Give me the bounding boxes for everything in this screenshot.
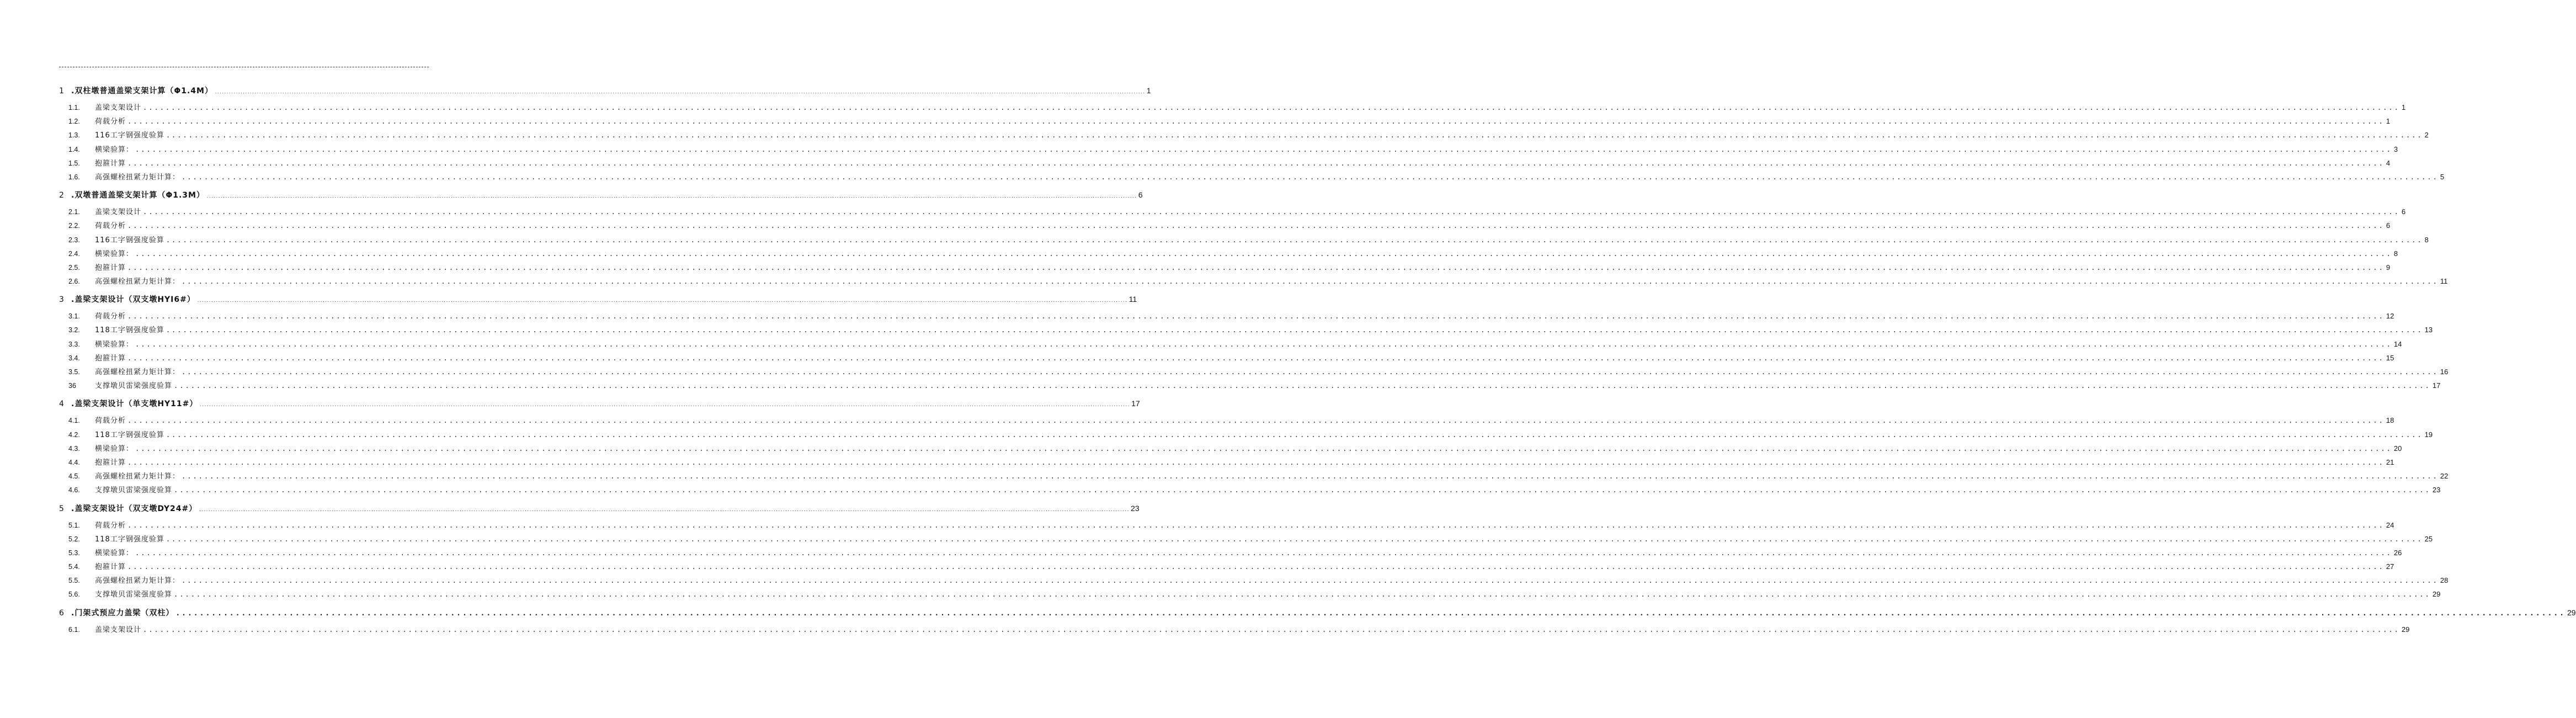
toc-section-entry[interactable]	[59, 519, 2394, 533]
toc-section-entry[interactable]	[59, 624, 2410, 637]
toc-dot-leader: ................................................................................................................................................................................................................................................................................................................................................................................................................	[166, 131, 2423, 140]
toc-page-number: 8	[2424, 235, 2429, 244]
toc-entry-title: 高强螺栓扭紧力矩计算：	[95, 577, 180, 586]
toc-entry-title: 116工字钢强度验算	[95, 236, 164, 244]
toc-entry-number: 2.2.	[68, 222, 80, 230]
toc-entry-title: 支撑墩贝雷梁强度验算	[95, 591, 173, 599]
toc-page-number: 5	[2440, 172, 2445, 181]
toc-chapter-entry[interactable]	[59, 398, 1140, 411]
toc-section-entry[interactable]	[59, 324, 2433, 338]
toc-entry-number: 1.1.	[68, 104, 80, 111]
toc-page-number: 14	[2393, 339, 2402, 348]
toc-entry-number: 5.4.	[68, 563, 80, 571]
toc-dot-leader: ................................................................................................................................................................................................................................................................................................................................................................................................................	[166, 326, 2423, 334]
toc-page-number: 25	[2424, 534, 2433, 543]
toc-dot-leader: ................................................................................................................................................................................................................................................................................................................................................................................................................	[199, 403, 1130, 408]
toc-section-entry[interactable]	[59, 220, 2391, 233]
toc-entry-title: 荷载分析	[95, 312, 126, 321]
toc-page-number: 1	[2401, 103, 2406, 111]
toc-entry-title: 荷载分析	[95, 222, 126, 231]
toc-entry-number: 4.1.	[68, 417, 80, 425]
toc-entry-number: 3.2.	[68, 326, 80, 334]
toc-page-number: 4	[2386, 158, 2391, 167]
toc-entry-title: 116工字钢强度验算	[95, 131, 164, 140]
toc-dot-leader: ................................................................................................................................................................................................................................................................................................................................................................................................................	[127, 118, 2385, 126]
toc-entry-title: 荷载分析	[95, 118, 126, 126]
toc-entry-number: 5	[59, 504, 64, 513]
toc-section-entry[interactable]	[59, 275, 2448, 289]
toc-entry-title: 118工字钢强度验算	[95, 535, 164, 544]
toc-page-number: 19	[2424, 430, 2433, 439]
toc-page-number: 20	[2393, 444, 2402, 453]
toc-section-entry[interactable]	[59, 102, 2406, 115]
toc-page-number: 18	[2386, 416, 2394, 425]
toc-chapter-entry[interactable]	[59, 85, 1151, 98]
toc-entry-title: 荷载分析	[95, 521, 126, 530]
toc-entry-title: 盖梁支架设计	[95, 104, 142, 112]
toc-dot-leader: ................................................................................................................................................................................................................................................................................................................................................................................................................	[127, 354, 2385, 362]
toc-page-number: 3	[2393, 145, 2398, 153]
toc-dot-leader: ................................................................................................................................................................................................................................................................................................................................................................................................................	[143, 104, 2400, 111]
toc-entry-title: 高强螺栓扭紧力矩计算：	[95, 278, 180, 286]
toc-page-number: 29	[2567, 608, 2576, 617]
toc-dot-leader: ................................................................................................................................................................................................................................................................................................................................................................................................................	[175, 609, 2566, 618]
toc-section-entry[interactable]	[59, 234, 2429, 248]
toc-entry-number: 3.3.	[68, 340, 80, 348]
toc-page-number: 1	[1146, 86, 1151, 95]
table-of-contents	[59, 85, 2576, 637]
toc-entry-title: 抱箍计算	[95, 159, 126, 168]
toc-section-entry[interactable]	[59, 547, 2402, 561]
toc-page-number: 21	[2386, 458, 2394, 466]
toc-page-number: 17	[1131, 399, 1140, 408]
toc-dot-leader: ................................................................................................................................................................................................................................................................................................................................................................................................................	[206, 194, 1137, 199]
toc-entry-title: 横梁验算：	[95, 444, 134, 453]
toc-entry-number: 3.4.	[68, 354, 80, 362]
toc-section-entry[interactable]	[59, 366, 2449, 380]
toc-section-entry[interactable]	[59, 588, 2441, 602]
toc-dot-leader: ................................................................................................................................................................................................................................................................................................................................................................................................................	[166, 535, 2423, 543]
toc-entry-number: 1	[59, 87, 64, 95]
toc-dot-leader: ................................................................................................................................................................................................................................................................................................................................................................................................................	[127, 521, 2385, 529]
toc-section-entry[interactable]	[59, 561, 2394, 575]
toc-entry-number: 2.6.	[68, 278, 80, 286]
toc-entry-title: 支撑墩贝雷梁强度验算	[95, 382, 173, 391]
toc-page-number: 12	[2386, 312, 2394, 321]
toc-entry-title: 横梁验算：	[95, 340, 134, 349]
toc-page-number: 11	[1129, 295, 1137, 304]
toc-page-number: 6	[1138, 190, 1143, 200]
toc-dot-leader: ................................................................................................................................................................................................................................................................................................................................................................................................................	[214, 90, 1145, 94]
toc-entry-number: 1.5.	[68, 159, 80, 167]
toc-entry-number: 5.5.	[68, 577, 80, 585]
toc-section-entry[interactable]	[59, 414, 2394, 428]
toc-page-number: 6	[2386, 221, 2391, 230]
toc-entry-title: 盖梁支架设计	[95, 625, 142, 634]
toc-page-number: 27	[2386, 562, 2394, 571]
toc-section-entry[interactable]	[59, 129, 2429, 143]
toc-entry-number: 6	[59, 608, 64, 618]
toc-entry-title: 抱箍计算	[95, 263, 126, 272]
toc-entry-number: 4.2.	[68, 430, 80, 439]
toc-dot-leader: ................................................................................................................................................................................................................................................................................................................................................................................................................	[174, 486, 2431, 494]
toc-entry-number: 2.5.	[68, 263, 80, 272]
toc-dot-leader: ................................................................................................................................................................................................................................................................................................................................................................................................................	[143, 625, 2400, 634]
toc-dot-leader: ................................................................................................................................................................................................................................................................................................................................................................................................................	[127, 312, 2385, 321]
toc-entry-title: 横梁验算：	[95, 549, 134, 557]
toc-chapter-entry[interactable]	[59, 294, 1137, 307]
toc-entry-title: 高强螺栓扭紧力矩计算：	[95, 368, 180, 376]
toc-entry-number: 1.4.	[68, 145, 80, 153]
toc-entry-number: 2.4.	[68, 249, 80, 258]
toc-entry-title: 盖梁支架设计	[95, 208, 142, 217]
toc-entry-number: 4.5.	[68, 472, 80, 481]
toc-entry-title: .盖梁支架设计（双支墩DY24#）	[71, 504, 198, 513]
toc-entry-number: 1.2.	[68, 118, 80, 126]
toc-entry-number: 1.6.	[68, 173, 80, 181]
toc-page-number: 6	[2401, 208, 2406, 216]
toc-chapter-entry[interactable]	[59, 503, 1140, 516]
toc-section-entry[interactable]	[59, 352, 2394, 366]
toc-entry-title: .双墩普通盖梁支架计算（Φ1.3M）	[71, 191, 205, 200]
toc-section-entry[interactable]	[59, 248, 2398, 262]
toc-section-entry[interactable]	[59, 429, 2433, 443]
toc-dot-leader: ................................................................................................................................................................................................................................................................................................................................................................................................................	[127, 159, 2385, 167]
toc-section-entry[interactable]	[59, 380, 2441, 393]
toc-dot-leader: ................................................................................................................................................................................................................................................................................................................................................................................................................	[182, 472, 2439, 481]
toc-page-number: 9	[2386, 263, 2391, 272]
toc-entry-title: 高强螺栓扭紧力矩计算：	[95, 173, 180, 182]
toc-entry-number: 5.2.	[68, 535, 80, 543]
toc-section-entry[interactable]	[59, 575, 2449, 588]
toc-entry-title: 抱箍计算	[95, 563, 126, 572]
toc-dot-leader: ................................................................................................................................................................................................................................................................................................................................................................................................................	[127, 263, 2385, 272]
toc-entry-number: 3.1.	[68, 312, 80, 321]
toc-entry-title: .双柱墩普通盖梁支架计算（Φ1.4M）	[71, 87, 213, 95]
toc-entry-number: 3.5.	[68, 368, 80, 376]
toc-page-number: 17	[2432, 381, 2441, 390]
toc-dot-leader: ................................................................................................................................................................................................................................................................................................................................................................................................................	[143, 208, 2400, 216]
toc-page-number: 23	[2432, 486, 2441, 494]
toc-page-number: 22	[2440, 472, 2449, 481]
toc-section-entry[interactable]	[59, 484, 2441, 498]
toc-entry-title: 荷载分析	[95, 417, 126, 426]
toc-section-entry[interactable]	[59, 143, 2398, 157]
toc-page-number: 26	[2393, 548, 2402, 557]
toc-page-number: 15	[2386, 353, 2394, 362]
toc-entry-title: 横梁验算：	[95, 249, 134, 258]
toc-entry-title: 高强螺栓扭紧力矩计算：	[95, 472, 180, 481]
toc-dot-leader: ................................................................................................................................................................................................................................................................................................................................................................................................................	[182, 368, 2439, 376]
toc-dot-leader: ................................................................................................................................................................................................................................................................................................................................................................................................................	[182, 278, 2439, 286]
toc-chapter-entry[interactable]	[59, 607, 2576, 620]
toc-page-number: 8	[2393, 249, 2398, 258]
toc-section-entry[interactable]	[59, 262, 2391, 275]
toc-section-entry[interactable]	[59, 456, 2394, 470]
toc-section-entry[interactable]	[59, 338, 2402, 352]
toc-page-number: 11	[2440, 277, 2448, 286]
toc-chapter-entry[interactable]	[59, 189, 1143, 203]
toc-entry-number: 2.3.	[68, 236, 80, 244]
toc-entry-number: 4.4.	[68, 458, 80, 466]
toc-entry-title: 118工字钢强度验算	[95, 326, 164, 335]
toc-page-number: 29	[2401, 625, 2410, 634]
toc-entry-number: 6.1.	[68, 625, 80, 634]
toc-dot-leader: ................................................................................................................................................................................................................................................................................................................................................................................................................	[182, 577, 2439, 585]
toc-dot-leader: ................................................................................................................................................................................................................................................................................................................................................................................................................	[127, 222, 2385, 230]
toc-page-number: 16	[2440, 368, 2449, 376]
toc-dot-leader: ................................................................................................................................................................................................................................................................................................................................................................................................................	[174, 591, 2431, 599]
toc-dot-leader: ................................................................................................................................................................................................................................................................................................................................................................................................................	[135, 549, 2392, 557]
toc-entry-title: .盖梁支架设计（单支墩HY11#）	[71, 400, 198, 409]
toc-section-entry[interactable]	[59, 115, 2391, 129]
toc-section-entry[interactable]	[59, 206, 2406, 220]
toc-section-entry[interactable]	[59, 310, 2394, 324]
toc-dot-leader: ................................................................................................................................................................................................................................................................................................................................................................................................................	[174, 382, 2431, 390]
toc-entry-number: 3	[59, 295, 64, 305]
toc-dot-leader: ................................................................................................................................................................................................................................................................................................................................................................................................................	[127, 458, 2385, 466]
toc-entry-title: .门架式预应力盖梁（双柱）	[71, 608, 174, 618]
toc-dot-leader: ................................................................................................................................................................................................................................................................................................................................................................................................................	[166, 430, 2423, 439]
toc-section-entry[interactable]	[59, 470, 2449, 484]
toc-page-number: 28	[2440, 576, 2449, 585]
toc-entry-title: 抱箍计算	[95, 458, 126, 467]
toc-entry-title: 横梁验算：	[95, 145, 134, 154]
toc-dot-leader: ................................................................................................................................................................................................................................................................................................................................................................................................................	[127, 563, 2385, 571]
toc-entry-number: 4.3.	[68, 444, 80, 453]
toc-entry-number: 1.3.	[68, 131, 80, 140]
toc-page-number: 13	[2424, 326, 2433, 334]
toc-entry-number: 4	[59, 400, 64, 409]
toc-entry-title: 支撑墩贝雷梁强度验算	[95, 486, 173, 495]
toc-page-number: 24	[2386, 520, 2394, 529]
toc-dot-leader: ................................................................................................................................................................................................................................................................................................................................................................................................................	[182, 173, 2439, 181]
toc-section-entry[interactable]	[59, 157, 2391, 171]
toc-page-number: 23	[1131, 503, 1140, 513]
toc-entry-number: 4.6.	[68, 486, 80, 494]
toc-dot-leader: ................................................................................................................................................................................................................................................................................................................................................................................................................	[135, 145, 2392, 153]
toc-section-entry[interactable]	[59, 533, 2433, 547]
toc-entry-number: 36	[68, 382, 76, 390]
toc-entry-title: 抱箍计算	[95, 354, 126, 363]
toc-entry-title: .盖梁支架设计（双支墩HYI6#）	[71, 295, 195, 305]
toc-page-number: 1	[2386, 117, 2391, 126]
toc-section-entry[interactable]	[59, 171, 2445, 185]
toc-dot-leader: ................................................................................................................................................................................................................................................................................................................................................................................................................	[166, 236, 2423, 244]
toc-entry-number: 2	[59, 191, 64, 200]
toc-entry-number: 5.3.	[68, 549, 80, 557]
toc-entry-number: 2.1.	[68, 208, 80, 216]
toc-entry-number: 5.6.	[68, 591, 80, 599]
toc-dot-leader: ................................................................................................................................................................................................................................................................................................................................................................................................................	[135, 249, 2392, 258]
toc-section-entry[interactable]	[59, 443, 2402, 456]
toc-page-number: 29	[2432, 590, 2441, 599]
toc-dot-leader: ................................................................................................................................................................................................................................................................................................................................................................................................................	[135, 444, 2392, 453]
toc-entry-title: 118工字钢强度验算	[95, 430, 164, 439]
toc-dot-leader: ................................................................................................................................................................................................................................................................................................................................................................................................................	[127, 417, 2385, 425]
toc-entry-number: 5.1.	[68, 521, 80, 529]
toc-dot-leader: ................................................................................................................................................................................................................................................................................................................................................................................................................	[199, 507, 1130, 512]
toc-dot-leader: ................................................................................................................................................................................................................................................................................................................................................................................................................	[135, 340, 2392, 348]
toc-dot-leader: ................................................................................................................................................................................................................................................................................................................................................................................................................	[196, 299, 1127, 304]
toc-page-number: 2	[2424, 131, 2429, 140]
